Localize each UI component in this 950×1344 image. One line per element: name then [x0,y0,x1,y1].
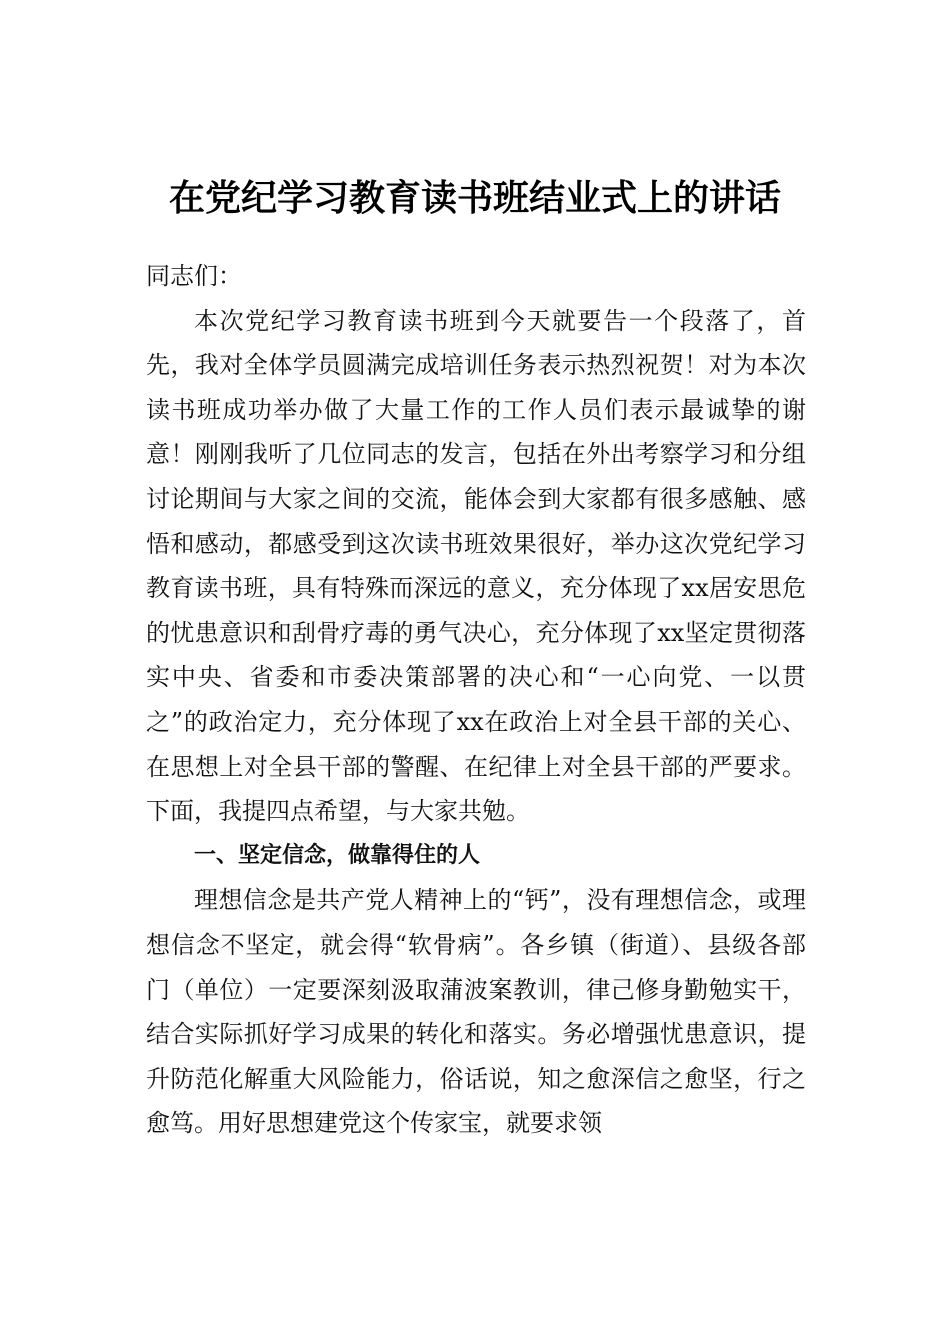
document-title: 在党纪学习教育读书班结业式上的讲话 [168,177,781,219]
section-heading-1: 一、坚定信念，做靠得住的人 [194,842,481,868]
paragraph-section-1: 理想信念是共产党人精神上的“钙”，没有理想信念，或理想信念不坚定，就会得“软骨病”。各乡镇（街道）、县级各部门（单位）一定要深刻汲取蒲波案教训，律己修身勤勉实干，结合实际抓好学习成果的转化和落实。务必增强忧患意识，提升防范化解重大风险能力，俗话说，知之愈深信之愈坚，行之愈笃。用好思想建党这个传家宝，就要求领 [146,886,806,1138]
salutation: 同志们： [146,262,242,290]
paragraph-opening: 本次党纪学习教育读书班到今天就要告一个段落了，首先，我对全体学员圆满完成培训任务表示热烈祝贺！对为本次读书班成功举办做了大量工作的工作人员们表示最诚挚的谢意！刚刚我听了几位同志的发言，包括在外出考察学习和分组讨论期间与大家之间的交流，能体会到大家都有很多感触、感悟和感动，都感受到这次读书班效果很好，举办这次党纪学习教育读书班，具有特殊而深远的意义，充分体现了xx居安思危的忧患意识和刮骨疗毒的勇气决心，充分体现了xx坚定贯彻落实中央、省委和市委决策部署的决心和“一心向党、一以贯之”的政治定力，充分体现了xx在政治上对全县干部的关心、在思想上对全县干部的警醒、在纪律上对全县干部的严要求。下面，我提四点希望，与大家共勉。 [146,306,806,826]
document-body [146,254,806,1146]
